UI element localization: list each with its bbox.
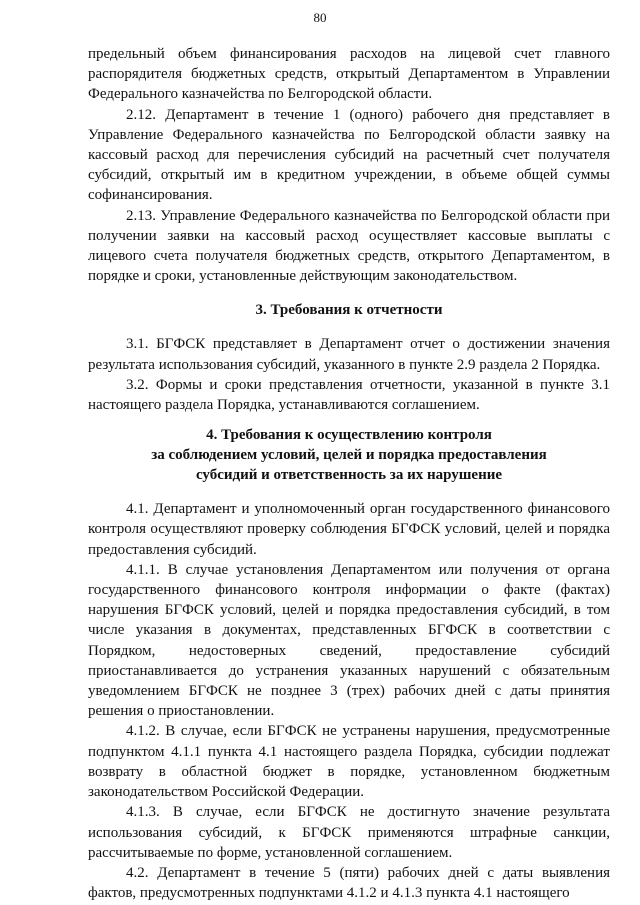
- paragraph-3-1: 3.1. БГФСК представляет в Департамент отчет о достижении значения результата использования субсидий, указанного в пункте 2.9 раздела 2 Порядка.: [88, 336, 610, 373]
- paragraph-continuation: предельный объем финансирования расходов на лицевой счет главного распорядителя бюджетных средств, открытый Департаментом в Управлении Федерального казначейства по Белгородской области.: [88, 46, 610, 103]
- paragraph-2-13: 2.13. Управление Федерального казначейства по Белгородской области при получении заявки на кассовый расход осуществляет кассовые выплаты с лицевого счета получателя бюджетных средств, открытого Департаментом, в порядке и сроки, установленные действующим законодательством.: [88, 207, 610, 285]
- paragraph-2-12: 2.12. Департамент в течение 1 (одного) рабочего дня представляет в Управление Федерального казначейства по Белгородской области заявку на кассовый расход для перечисления субсидий на расчетный счет получателя субсидий, открытый им в кредитном учреждении, в объеме общей суммы софинансирования.: [88, 106, 610, 204]
- section-4-heading: [88, 425, 610, 485]
- paragraph-4-1-1: 4.1.1. В случае установления Департаментом или получения от органа государственного финансового контроля информации о факте (фактах) нарушения БГФСК условий, целей и порядка предоставления субсидий, в том числе указания в документах, представленных БГФСК в соответствии с Порядком, недостоверных сведений, предоставление субсидий приостанавливается до устранения указанных нарушений с обязательным уведомлением БГФСК не позднее 3 (трех) рабочих дней с даты принятия решения о приостановлении.: [88, 561, 610, 720]
- section-3-heading: 3. Требования к отчетности: [255, 302, 443, 319]
- paragraph-4-1-3: 4.1.3. В случае, если БГФСК не достигнуто значение результата использования субсидий, к БГФСК применяются штрафные санкции, рассчитываемые по форме, установленной соглашением.: [88, 804, 610, 861]
- paragraph-3-2: 3.2. Формы и сроки представления отчетности, указанной в пункте 3.1 настоящего раздела Порядка, устанавливаются соглашением.: [88, 376, 610, 414]
- paragraph-4-2: 4.2. Департамент в течение 5 (пяти) рабочих дней с даты выявления фактов, предусмотренных подпунктами 4.1.2 и 4.1.3 пункта 4.1 настоящего: [88, 864, 610, 902]
- paragraph-4-1-2: 4.1.2. В случае, если БГФСК не устранены нарушения, предусмотренные подпунктом 4.1.1 пункта 4.1 настоящего раздела Порядка, субсидии подлежат возврату в областной бюджет в порядке, установленном бюджетным законодательством Российской Федерации.: [88, 723, 610, 801]
- document-body: [88, 44, 610, 903]
- paragraph-4-1: 4.1. Департамент и уполномоченный орган государственного финансового контроля осуществляют проверку соблюдения БГФСК условий, целей и порядка предоставления субсидий.: [88, 501, 610, 558]
- section-4-heading-line: за соблюдением условий, целей и порядка предоставления: [151, 447, 547, 464]
- section-4-heading-line: субсидий и ответственность за их нарушение: [195, 467, 503, 484]
- page-number: 80: [313, 10, 327, 25]
- section-4-heading-line: 4. Требования к осуществлению контроля: [206, 427, 492, 444]
